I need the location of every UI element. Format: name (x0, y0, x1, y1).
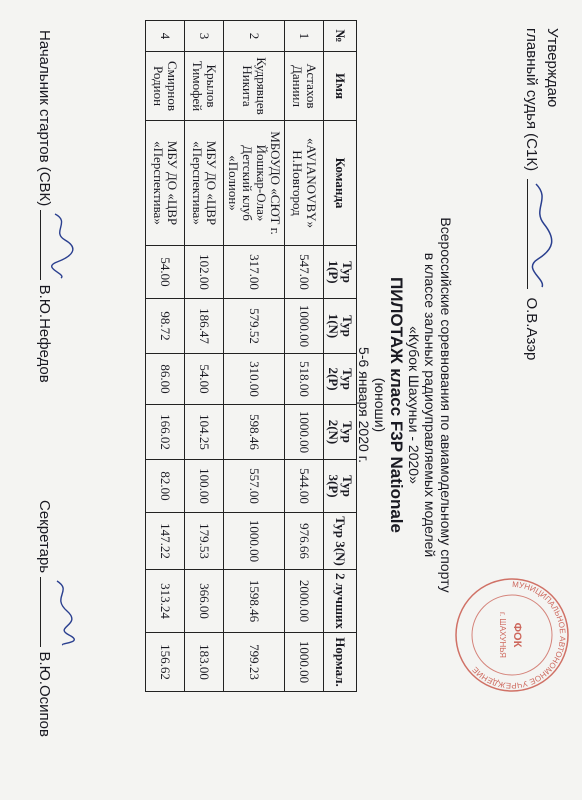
table-cell: 1 (285, 21, 324, 52)
column-header: 2 лучших (324, 570, 357, 633)
column-header: Тур 3(P) (324, 460, 357, 513)
column-header: Тур 2(P) (324, 354, 357, 405)
table-cell: 179.53 (185, 513, 224, 570)
start-chief-block (36, 30, 57, 383)
document-title: ПИЛОТАЖ класс F3P Nationale (387, 277, 406, 533)
table-cell: 147.22 (146, 513, 185, 570)
secretary-block (36, 500, 57, 737)
chief-judge-label: главный судья (С1К) (523, 28, 540, 172)
table-cell: 2000.00 (285, 570, 324, 633)
table-cell: 3 (185, 21, 224, 52)
table-cell: 104.25 (185, 405, 224, 460)
table-cell: 313.24 (146, 570, 185, 633)
column-header: Тур 1(N) (324, 299, 357, 354)
column-header: Команда (324, 121, 357, 246)
table-cell: МБУ ДО «ЦВР «Перспектива» (185, 121, 224, 246)
table-cell: 557.00 (224, 460, 285, 513)
table-cell: 518.00 (285, 354, 324, 405)
table-cell: 310.00 (224, 354, 285, 405)
table-cell: 186.47 (185, 299, 224, 354)
svg-text:ФОК: ФОК (511, 622, 523, 648)
table-cell: 102.00 (185, 246, 224, 299)
column-header: Тур 1(P) (324, 246, 357, 299)
document-header (356, 170, 454, 640)
table-cell: 366.00 (185, 570, 224, 633)
column-header: № (324, 21, 357, 52)
table-cell: 4 (146, 21, 185, 52)
table-cell: Смирнов Родион (146, 52, 185, 121)
table-cell: 579.52 (224, 299, 285, 354)
table-cell: 1000.00 (285, 299, 324, 354)
table-cell: «AVIANOVBY» Н.Новгород (285, 121, 324, 246)
approval-block (521, 28, 562, 360)
table-cell: Астахов Даниил (285, 52, 324, 121)
table-cell: 317.00 (224, 246, 285, 299)
table-cell: 166.02 (146, 405, 185, 460)
secretary-name: В.Ю.Осипов (36, 651, 53, 737)
table-cell: МБОУДО «СЮТ г. Йошкар-Ола» Детский клуб «Полион» (224, 121, 285, 246)
table-row (224, 21, 285, 692)
table-cell: 1000.00 (285, 633, 324, 692)
table-row (285, 21, 324, 692)
table-cell: 1000.00 (285, 405, 324, 460)
table-cell: Кудрявцев Никита (224, 52, 285, 121)
official-stamp (452, 575, 572, 695)
table-cell: Крылов Тимофей (185, 52, 224, 121)
table-cell: 598.46 (224, 405, 285, 460)
table-cell: МБУ ДО «ЦВР «Перспектива» (146, 121, 185, 246)
table-cell: 976.66 (285, 513, 324, 570)
table-cell: 1000.00 (224, 513, 285, 570)
results-table (145, 20, 357, 692)
event-line-1: Всероссийские соревнования по авиамодельному спорту (438, 217, 454, 593)
table-cell: 82.00 (146, 460, 185, 513)
table-cell: 183.00 (185, 633, 224, 692)
table-cell: 2 (224, 21, 285, 52)
table-cell: 547.00 (285, 246, 324, 299)
chief-judge-name: О.В.Азэр (523, 297, 540, 361)
column-header: Нормал. (324, 633, 357, 692)
column-header: Тур 3(N) (324, 513, 357, 570)
event-line-2: в классе зальных радиоуправляемых моделей (422, 252, 438, 558)
table-cell: 86.00 (146, 354, 185, 405)
table-header-row (324, 21, 357, 692)
table-cell: 54.00 (185, 354, 224, 405)
svg-text:г. ШАХУНЬЯ: г. ШАХУНЬЯ (498, 612, 507, 658)
svg-text:МУНИЦИПАЛЬНОЕ АВТОНОМНОЕ УЧРЕЖ: МУНИЦИПАЛЬНОЕ АВТОНОМНОЕ УЧРЕЖДЕНИЕ (470, 579, 568, 691)
table-cell: 100.00 (185, 460, 224, 513)
secretary-label: Секретарь (36, 500, 53, 574)
table-cell: 54.00 (146, 246, 185, 299)
start-chief-name: В.Ю.Нефедов (36, 284, 53, 383)
start-chief-label: Начальник стартов (СВК) (36, 30, 53, 207)
event-date: 5-6 января 2020 г. (356, 347, 372, 463)
event-line-3: «Кубок Шахуньи - 2020» (406, 326, 422, 484)
chief-judge-signature (527, 179, 542, 289)
table-cell: 156.62 (146, 633, 185, 692)
secretary-signature (40, 577, 57, 647)
column-header: Имя (324, 52, 357, 121)
column-header: Тур 2(N) (324, 405, 357, 460)
table-cell: 1598.46 (224, 570, 285, 633)
table-cell: 98.72 (146, 299, 185, 354)
table-row (146, 21, 185, 692)
document-subtitle: (юноши) (372, 377, 388, 433)
start-chief-signature (40, 210, 57, 280)
approval-label: Утверждаю (544, 28, 561, 108)
table-cell: 544.00 (285, 460, 324, 513)
table-cell: 799.23 (224, 633, 285, 692)
table-row (185, 21, 224, 692)
